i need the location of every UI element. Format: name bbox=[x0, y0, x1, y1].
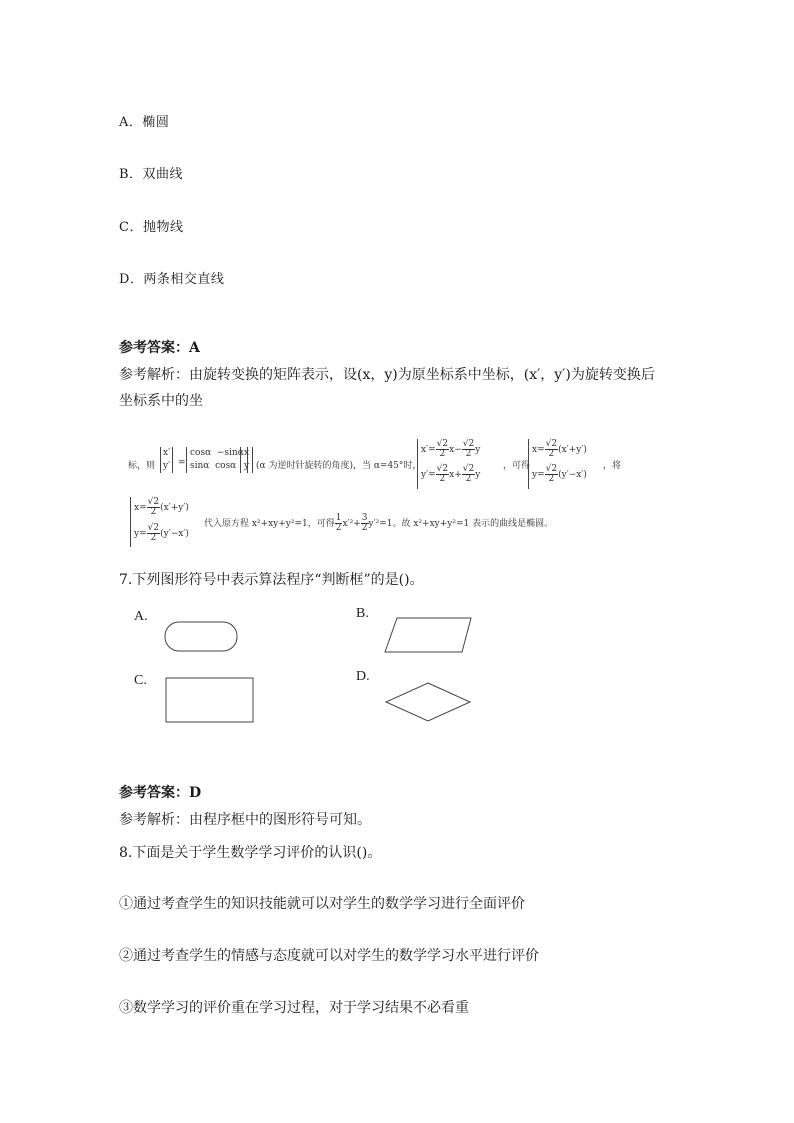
option-d: D．两条相交直线 bbox=[119, 272, 225, 287]
answer-value: D bbox=[189, 785, 202, 801]
explanation-q7 bbox=[119, 809, 371, 829]
vec-yp: y′ bbox=[163, 461, 171, 471]
answer-label: 参考答案： bbox=[119, 785, 189, 801]
shape-label-d: D. bbox=[356, 669, 370, 684]
system1-line2: y′= $\frac{√2}{2}$ x+ $\frac{√2}{2}$ y bbox=[421, 464, 481, 484]
keyide: ，可得 bbox=[503, 461, 531, 471]
explanation-label: 参考解析： bbox=[119, 367, 189, 383]
shape-label-a: A. bbox=[134, 609, 148, 624]
vec-xp: x′ bbox=[163, 448, 171, 458]
m-cos2: cosα bbox=[215, 461, 237, 471]
m-sin: sinα bbox=[190, 461, 210, 471]
explanation-q6-line2: 坐标系中的坐 bbox=[119, 393, 203, 409]
option-c: C．抛物线 bbox=[119, 220, 184, 235]
rounded-rectangle-shape bbox=[165, 622, 237, 651]
answer-q7 bbox=[119, 782, 201, 802]
explanation-text: 由程序框中的图形符号可知。 bbox=[189, 812, 371, 828]
equals-sign: = bbox=[178, 458, 186, 468]
formula-note: (α 为逆时针旋转的角度)，当 α=45°时， bbox=[256, 461, 422, 471]
option-b: B．双曲线 bbox=[119, 167, 184, 182]
vec-y: y bbox=[244, 461, 250, 471]
explanation-label: 参考解析： bbox=[119, 812, 189, 828]
q8-stem: 8.下面是关于学生数学学习评价的认识()。 bbox=[119, 845, 382, 861]
rectangle-shape bbox=[166, 678, 253, 722]
diamond-shape bbox=[386, 683, 470, 721]
system2-line2: y= $\frac{√2}{2}$ (y′−x′) bbox=[532, 464, 587, 484]
q8-item-2: ②通过考查学生的情感与态度就可以对学生的数学学习水平进行评价 bbox=[119, 948, 539, 964]
jiang: ，将 bbox=[603, 461, 622, 471]
q7-stem: 7.下列图形符号中表示算法程序“判断框”的是()。 bbox=[119, 572, 424, 588]
shape-label-c: C. bbox=[134, 673, 147, 688]
system2-line1: x= $\frac{√2}{2}$ (x′+y′) bbox=[532, 439, 587, 459]
system3-line1: x= $\frac{√2}{2}$ (x′+y′) bbox=[134, 497, 189, 517]
formula-row1-prefix: 标，则 bbox=[128, 461, 156, 471]
answer-label: 参考答案： bbox=[119, 340, 189, 356]
answer-value: A bbox=[189, 340, 200, 356]
explanation-text: 由旋转变换的矩阵表示，设(x，y)为原坐标系中坐标，(x′，y′)为旋转变换后 bbox=[189, 367, 655, 383]
q8-item-3: ③数学学习的评价重在学习过程，对于学习结果不必看重 bbox=[119, 1000, 469, 1016]
m-negsin: −sinα bbox=[216, 448, 244, 458]
system3-line2: y= $\frac{√2}{2}$ (y′−x′) bbox=[134, 523, 189, 543]
q8-item-1: ①通过考查学生的知识技能就可以对学生的数学学习进行全面评价 bbox=[119, 896, 525, 912]
parallelogram-shape bbox=[385, 618, 471, 652]
vec-x: x bbox=[244, 448, 250, 458]
shape-label-b: B. bbox=[356, 606, 369, 621]
option-a: A．椭圆 bbox=[119, 115, 170, 130]
m-cos: cosα bbox=[190, 448, 212, 458]
formula-row2: 代入原方程 x²+xy+y²=1，可得 $\frac{1}{2}$ x′²+ $\frac{3}{2}$ y′²=1。故 x²+xy+y²=1 表示的曲线是椭圆。 bbox=[204, 513, 554, 533]
system1-line1: x′= $\frac{√2}{2}$ x− $\frac{√2}{2}$ y bbox=[421, 439, 481, 459]
